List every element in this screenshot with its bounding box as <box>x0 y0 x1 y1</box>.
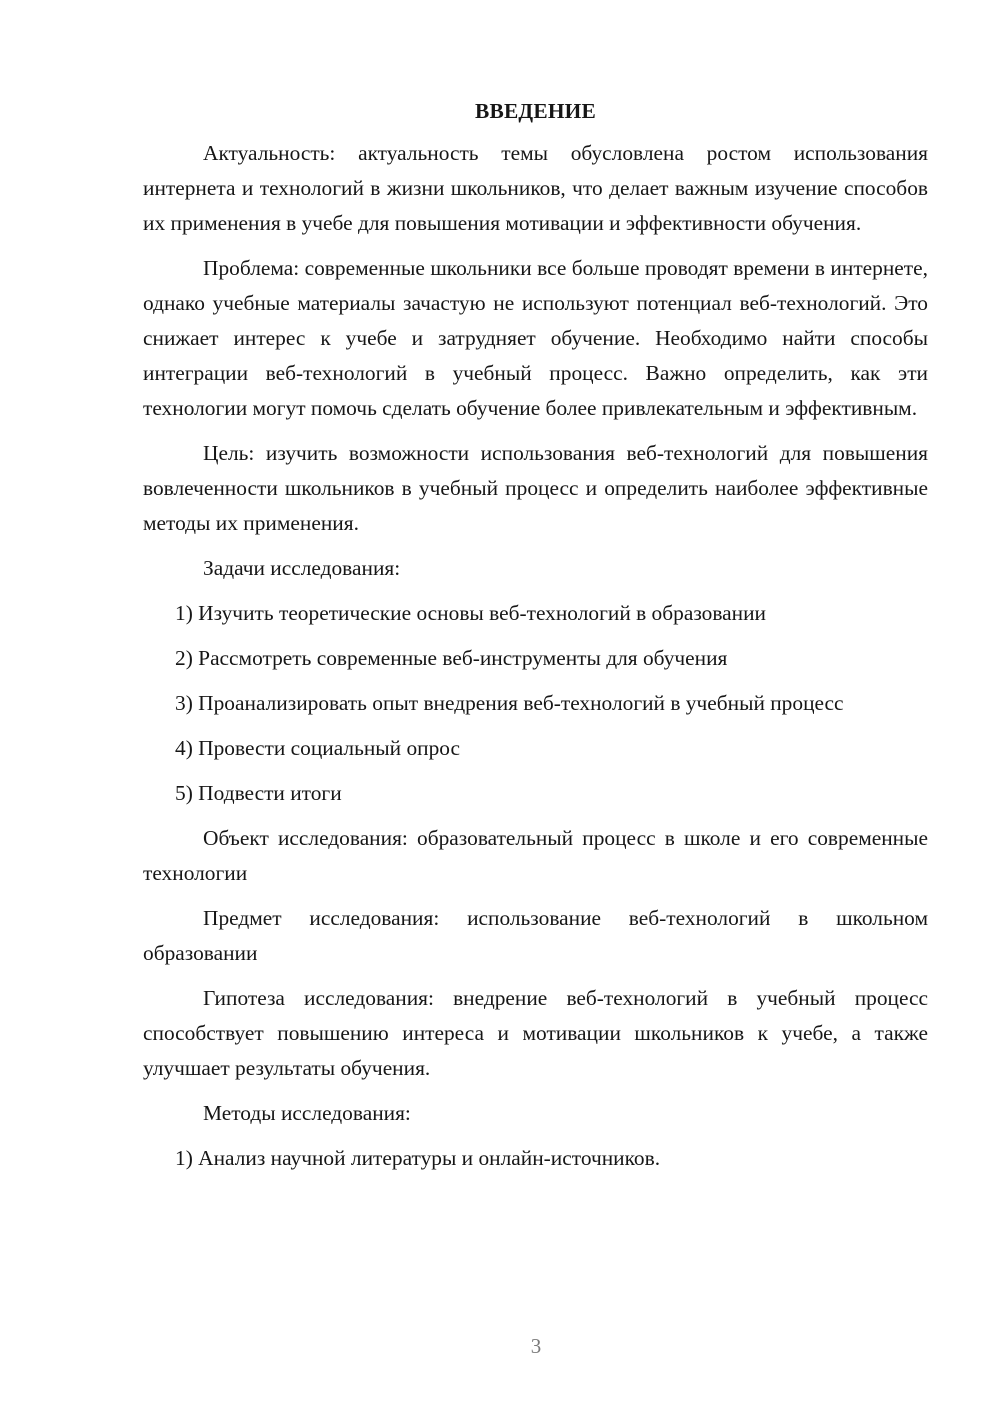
paragraph-goal: Цель: изучить возможности использования веб-технологий для повышения вовлеченности школьников в учебный процесс и определить наиболее эффективные методы их применения. <box>143 441 928 535</box>
paragraph-problem: Проблема: современные школьники все больше проводят времени в интернете, однако учебные материалы зачастую не используют потенциал веб-технологий. Это снижает интерес к учебе и затрудняет обучение. Необходимо найти способы интеграции веб-технологий в учебный процесс. Важно определить, как эти технологии могут помочь сделать обучение более привлекательным и эффективным. <box>143 256 928 420</box>
paragraph-relevance: Актуальность: актуальность темы обусловлена ростом использования интернета и технологий в жизни школьников, что делает важным изучение способов их применения в учебе для повышения мотивации и эффективности обучения. <box>143 141 928 235</box>
paragraph-subject: Предмет исследования: использование веб-технологий в школьном образовании <box>143 906 928 965</box>
task-item: 1) Изучить теоретические основы веб-технологий в образовании <box>175 601 766 625</box>
page-body <box>143 96 928 1186</box>
section-heading: ВВЕДЕНИЕ <box>475 99 596 123</box>
method-item: 1) Анализ научной литературы и онлайн-источников. <box>175 1146 661 1170</box>
page-number: 3 <box>530 1334 542 1358</box>
task-item: 3) Проанализировать опыт внедрения веб-технологий в учебный процесс <box>175 691 844 715</box>
task-item: 4) Провести социальный опрос <box>175 736 461 760</box>
tasks-heading: Задачи исследования: <box>203 556 401 580</box>
task-item: 2) Рассмотреть современные веб-инструменты для обучения <box>175 646 728 670</box>
paragraph-object: Объект исследования: образовательный процесс в школе и его современные технологии <box>143 826 928 885</box>
task-item: 5) Подвести итоги <box>175 781 342 805</box>
methods-heading: Методы исследования: <box>203 1101 411 1125</box>
paragraph-hypothesis: Гипотеза исследования: внедрение веб-технологий в учебный процесс способствует повышению интереса и мотивации школьников к учебе, а также улучшает результаты обучения. <box>143 986 928 1080</box>
